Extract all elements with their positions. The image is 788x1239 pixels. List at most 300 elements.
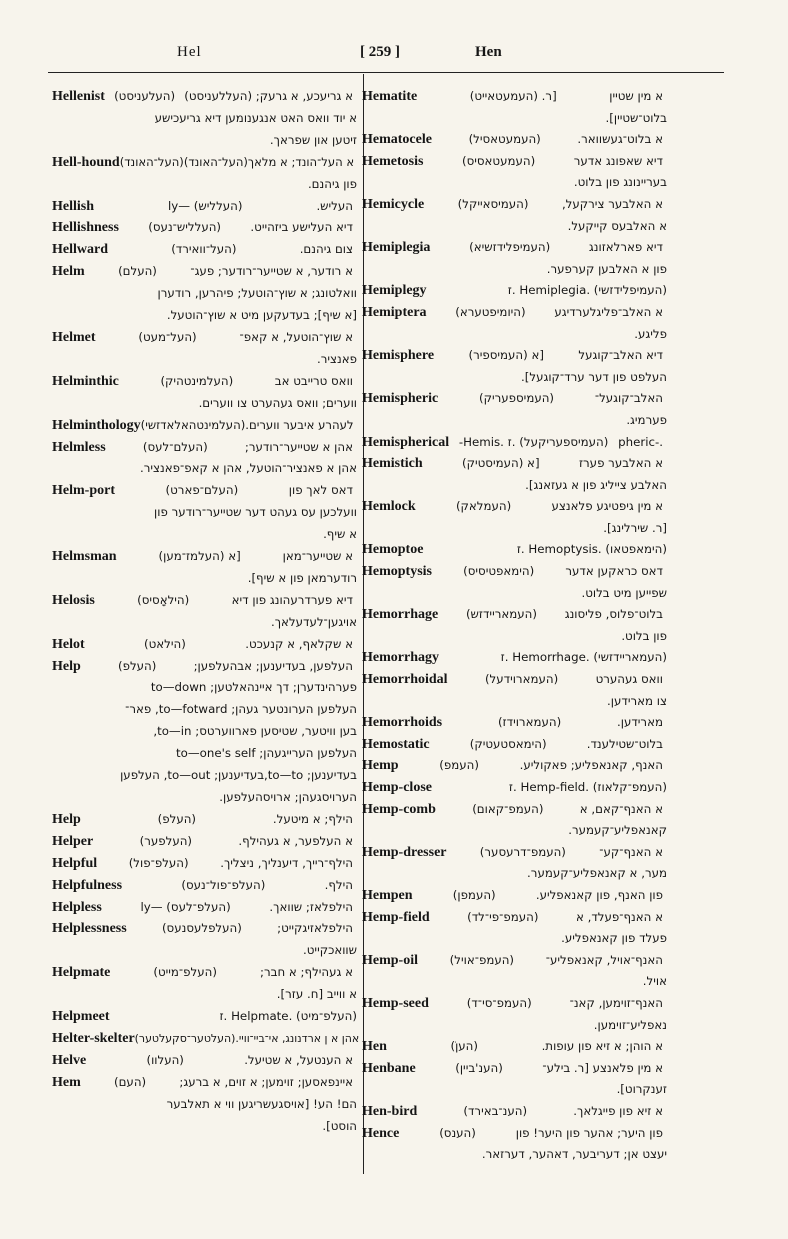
entry-first-line	[362, 539, 667, 561]
entry-pronunciation: (העמארוידז)	[497, 715, 562, 730]
entry-pronunciation: (העמלאק)	[455, 499, 512, 514]
entry-pronunciation: (העלם־לעס)	[142, 439, 208, 454]
entry-first-line	[52, 918, 357, 940]
dictionary-entry	[52, 480, 357, 546]
dictionary-entry	[52, 918, 357, 962]
dictionary-entry	[362, 1036, 667, 1058]
dictionary-entry	[52, 86, 357, 152]
entry-definition: צום גיהנם.	[299, 242, 353, 257]
entry-first-line	[362, 496, 667, 518]
entry-first-line	[52, 196, 357, 218]
entry-pronunciation: (היומיפטערא)	[455, 304, 526, 319]
entry-headword: Henbane	[362, 1060, 416, 1076]
entry-first-line	[362, 388, 667, 410]
entry-pronunciation: (העלפ־פול־נעס)	[181, 877, 266, 892]
dictionary-entry	[362, 734, 667, 756]
entry-definition: האלב־קוגעל־	[594, 391, 663, 406]
dictionary-entry	[362, 432, 667, 454]
entry-pronunciation: (העלעניסט)	[114, 89, 176, 103]
entry-headword: Hemiptera	[362, 304, 427, 320]
entry-headword: Helper	[52, 833, 94, 849]
entry-headword: Hemiplegy	[362, 283, 427, 299]
entry-headword: Hemp	[362, 758, 399, 774]
entry-headword: Hemicycle	[362, 196, 425, 212]
entry-headword: Hemp-field	[362, 909, 430, 925]
entry-definition: העליש.	[316, 198, 353, 213]
entry-definition: האנף־אויל, קאנאפליע־	[545, 952, 663, 967]
entry-definition-continued: א שיף.	[323, 527, 357, 542]
dictionary-entry	[362, 907, 667, 950]
dictionary-entry	[362, 1101, 667, 1123]
entry-first-line	[52, 831, 357, 853]
entry-first-line	[52, 261, 357, 283]
dictionary-entry	[52, 656, 357, 809]
entry-first-line	[52, 853, 357, 875]
entry-first-line	[362, 432, 667, 454]
entry-pronunciation: (העלפ־מיט) .Helpmate .ז	[219, 1009, 357, 1024]
entry-first-line	[362, 194, 667, 216]
entry-definition-continued: מער, א קאנאפליע־קעמער.	[527, 866, 667, 881]
entry-headword: Helmsman	[52, 549, 117, 565]
entry-definition: פון האנף, פון קאנאפליע.	[535, 887, 663, 902]
entry-headword: Helve	[52, 1052, 87, 1068]
entry-first-line	[52, 239, 357, 261]
entry-pronunciation: (העמפ־קלאוז) .Hemp-field .ז	[508, 780, 667, 794]
entry-definition: א האלבער פערז	[578, 456, 663, 471]
entry-definition: א בלוט־געשוואר.	[577, 132, 663, 147]
entry-definition-continued: פערהינדערן; דך איינהאלטען; to—down	[150, 680, 357, 695]
entry-headword: Help	[52, 658, 81, 674]
page-number: [ 259 ]	[360, 44, 400, 60]
entry-first-line	[362, 993, 667, 1015]
entry-pronunciation: (העןֹ)	[450, 1039, 478, 1054]
dictionary-entry	[362, 345, 667, 388]
entry-definition-continued: הוסט].	[322, 1118, 357, 1133]
entry-headword: Helter-skelter	[52, 1030, 135, 1046]
dictionary-entry	[362, 712, 667, 734]
dictionary-entry	[362, 993, 667, 1036]
dictionary-entry	[362, 237, 667, 280]
entry-definition: א רודער, א שטייער־רודער; פעג־	[190, 264, 353, 279]
entry-definition-continued: רודערמאן פון א שיף].	[247, 570, 357, 585]
dictionary-entry	[362, 86, 667, 129]
entry-definition-continued: האלבע צייליג פון א געזאנג].	[525, 477, 667, 492]
entry-definition-continued: אויגען־לעדעלאך.	[270, 614, 357, 629]
entry-definition: א שוץ־הוטעל, א קאפ־	[239, 329, 353, 344]
entry-definition-continued: זיטען און שפראך.	[269, 132, 357, 147]
entry-first-line	[362, 712, 667, 734]
entry-definition-continued: בען וויטער, שטיסען פארווערטס; to—in,	[153, 724, 357, 739]
entry-first-line	[362, 302, 667, 324]
dictionary-entry	[362, 1058, 667, 1101]
entry-headword: Helmet	[52, 329, 96, 345]
header-left-guideword: Hel	[177, 44, 202, 60]
entry-headword: Hemorrhoidal	[362, 672, 448, 688]
entry-headword: Helplessness	[52, 921, 127, 937]
entry-definition: א הוהן; א זיא פון עופות.	[541, 1039, 663, 1054]
dictionary-entry	[52, 261, 357, 327]
dictionary-entry	[52, 217, 357, 239]
entry-definition-continued: בלוט־שטיין].	[605, 110, 667, 125]
entry-definition-continued: [ר. שירלינג].	[603, 520, 667, 535]
entry-first-line	[52, 437, 357, 459]
entry-headword: Hemisphere	[362, 348, 435, 364]
entry-definition: וואס טרייבט אב	[274, 373, 353, 388]
entry-pronunciation: (הימאפטיסיס)	[463, 564, 535, 579]
entry-headword: Hemorrhoids	[362, 715, 443, 731]
entry-pronunciation: (הימאסטעטיק)	[469, 736, 547, 751]
entry-definition-continued: פון גיהנם.	[307, 176, 357, 191]
entry-first-line	[362, 129, 667, 151]
entry-first-line	[52, 962, 357, 984]
entry-definition-continued: א האלבעס קייקעל.	[567, 218, 667, 233]
entry-first-line	[52, 371, 357, 393]
entry-definition: דיא פערדרעהונג פון דיא	[231, 592, 353, 607]
entry-first-line	[362, 151, 667, 173]
entry-pronunciation: [א (העלמז־מען)	[158, 549, 241, 564]
entry-first-line	[362, 280, 667, 302]
entry-definition-continued: שפייען מיט בלוט.	[581, 585, 667, 600]
entry-pronunciation: (העם)	[114, 1074, 147, 1089]
dictionary-entry	[52, 415, 357, 437]
entry-definition: א האלבער צירקעל,	[561, 196, 663, 211]
entry-definition-continued: וואלטונג; א שוץ־הוטעל; פיהרען, רודערן	[157, 286, 357, 301]
entry-pronunciation: (העמיפלידזשיא)	[469, 240, 551, 255]
dictionary-entry	[362, 496, 667, 539]
entry-headword: Helot	[52, 636, 85, 652]
entry-headword: Helmless	[52, 439, 106, 455]
entry-definition-continued: פון א האלבען קערפער.	[546, 261, 667, 276]
entry-headword: Hence	[362, 1125, 400, 1141]
entry-first-line	[52, 656, 357, 678]
entry-definition: פון היער; אהער פון היער! פון	[515, 1125, 663, 1140]
entry-definition: א געהילף; א חבר;	[260, 965, 353, 980]
dictionary-entry	[362, 950, 667, 993]
entry-definition: דיא האלב־קוגעל	[578, 348, 663, 363]
dictionary-entry	[52, 853, 357, 875]
dictionary-entry	[52, 1028, 360, 1050]
entry-pronunciation: (העמאריידזש)	[465, 607, 537, 622]
dictionary-entry	[362, 777, 667, 799]
entry-first-line	[52, 1028, 360, 1050]
entry-first-line	[362, 950, 667, 972]
entry-headword: Hen	[362, 1039, 387, 1055]
entry-pronunciation: (העמיסאייקל)	[457, 196, 529, 211]
entry-definition-continued: קאנאפליע־קעמער.	[568, 823, 667, 838]
entry-definition: א האלב־פליגלערדיגע	[554, 304, 663, 319]
entry-definition-continued: בעריינונג פון בלוט.	[573, 175, 667, 190]
entry-definition-continued: אויל.	[642, 974, 667, 989]
entry-headword: Hemp-close	[362, 780, 432, 795]
right-column	[362, 86, 667, 1166]
entry-pronunciation: (העמארוידעל)	[484, 672, 559, 687]
entry-definition: א האנף־קאם, א	[579, 801, 663, 816]
dictionary-entry	[52, 809, 357, 831]
dictionary-entry	[52, 327, 357, 371]
entry-pronunciation: (העלפלעסנעס)	[161, 921, 242, 936]
dictionary-entry	[52, 897, 357, 919]
entry-pronunciation: (העמפ)	[439, 758, 479, 773]
entry-definition-continued: אהן א פאנציר־הוטעל, אהן א קאפ־פאנציר.	[140, 461, 357, 476]
entry-headword: Helpmeet	[52, 1009, 110, 1025]
entry-definition: א האנף־פעלד, א	[575, 909, 663, 924]
entry-pronunciation: (העלליש) —ly	[167, 198, 243, 213]
entry-definition-continued: העלפען הערייגעהן; to—one's self	[175, 746, 357, 761]
dictionary-entry	[52, 962, 357, 1006]
entry-pronunciation: (העלם־פארט)	[165, 483, 239, 498]
entry-pronunciation: (העמפ־סי־ד)	[466, 995, 532, 1010]
entry-first-line	[52, 590, 357, 612]
dictionary-entry	[362, 799, 667, 842]
dictionary-entry	[362, 885, 667, 907]
dictionary-entry	[52, 590, 357, 634]
entry-pronunciation: [א (העמיסטיק)	[462, 456, 540, 471]
dictionary-entry	[52, 1050, 357, 1072]
dictionary-entry	[362, 604, 667, 647]
entry-pronunciation: (העמיספעריק)	[479, 391, 555, 406]
entry-definition: הילף.	[324, 877, 353, 892]
entry-definition: אהן א שטייער־רודער;	[244, 439, 353, 454]
header-right-guideword: Hen	[475, 44, 502, 60]
dictionary-entry	[52, 152, 357, 196]
entry-pronunciation: (העל־וואירד)	[171, 242, 237, 257]
dictionary-entry	[52, 437, 357, 481]
entry-pronunciation: (העמפ־קאום)	[472, 801, 544, 816]
entry-definition: האנף־זוימען, קאנ־	[569, 995, 663, 1010]
entry-definition: דיא העלישע ביזהייט.	[250, 220, 353, 235]
entry-definition-continued: שוואכקייט.	[303, 943, 357, 958]
dictionary-entry	[362, 151, 667, 194]
entry-first-line	[52, 897, 357, 919]
entry-first-line	[52, 415, 357, 437]
entry-definition: בלוט־פלוס, פליסונג	[564, 607, 663, 622]
entry-definition-continued: העלפט פון דער ערד־קוגעל].	[521, 369, 667, 384]
entry-first-line	[52, 546, 357, 568]
entry-pronunciation: (העמעטאסיס)	[462, 153, 536, 168]
entry-definition-continued: הם! הע! [אויסגעשריגען ווי א תאלבער	[166, 1096, 357, 1111]
entry-first-line	[362, 885, 667, 907]
entry-headword: Helm-port	[52, 483, 115, 499]
entry-first-line	[362, 842, 667, 864]
entry-headword: Hemostatic	[362, 736, 430, 752]
entry-pronunciation: (העלפ)	[117, 658, 157, 673]
entry-definition: הילף; א מיטעל.	[272, 811, 353, 826]
left-column	[52, 86, 360, 1138]
entry-pronunciation: (העלליש־נעס)	[148, 220, 222, 235]
entry-definition: הילפלאז; שוואך.	[269, 899, 353, 914]
entry-pronunciation: (העמאריידזשי) .Hemorrhage .ז	[500, 650, 667, 665]
dictionary-entry	[362, 647, 667, 669]
entry-headword: Hemp-seed	[362, 995, 429, 1011]
entry-first-line	[52, 152, 357, 174]
entry-headword: Hemetosis	[362, 153, 424, 169]
dictionary-entry	[52, 546, 357, 590]
entry-headword: Hemlock	[362, 499, 416, 515]
entry-headword: Hemoptoe	[362, 542, 424, 558]
entry-pronunciation: (הימאפטאו) .Hemoptysis .ז	[516, 542, 667, 557]
entry-first-line	[52, 809, 357, 831]
entry-headword: Helminthology	[52, 417, 141, 433]
entry-pronunciation: (העלם)	[118, 264, 157, 279]
entry-pronunciation: (הילאָסיס)	[137, 592, 190, 607]
entry-first-line	[362, 755, 667, 777]
entry-pronunciation: (העמיפלידזשי) .Hemiplegia .ז	[507, 283, 667, 298]
entry-first-line	[362, 734, 667, 756]
entry-headword: Hellward	[52, 242, 108, 258]
entry-headword: Helpful	[52, 855, 98, 871]
entry-first-line	[52, 634, 357, 656]
header-rule	[48, 72, 724, 73]
entry-pronunciation: (העמפ־אויל)	[449, 952, 515, 967]
entry-definition-continued: פליגע.	[634, 326, 667, 341]
entry-headword: Hemoptysis	[362, 564, 432, 580]
entry-first-line	[52, 327, 357, 349]
entry-definition: א מין גיפטיגע פלאנצע	[551, 499, 663, 514]
entry-headword: Hematocele	[362, 132, 432, 148]
dictionary-entry	[52, 196, 357, 218]
entry-definition: א זיא פון פייגלאך.	[573, 1103, 663, 1118]
entry-definition: דאס לאך פון	[288, 483, 353, 498]
entry-pronunciation: (הענ־באירד)	[463, 1103, 528, 1118]
entry-pronunciation: (העלמינטהיק)	[160, 373, 234, 388]
entry-pronunciation: (הענס)	[439, 1125, 476, 1140]
entry-pronunciation: (העמפ־דרעסער)	[479, 844, 566, 859]
entry-definition-continued: וועלכען עס געהט דער שטייער־רודער פון	[154, 505, 357, 520]
dictionary-entry	[362, 302, 667, 345]
entry-first-line	[52, 1050, 357, 1072]
dictionary-entry	[362, 453, 667, 496]
entry-headword: Hempen	[362, 887, 413, 903]
entry-definition: א מין שטיין	[609, 89, 663, 103]
entry-definition: א העלפער, א געהילף.	[238, 833, 353, 848]
entry-definition-continued: הערויסגעהן; ארויסהעלפען.	[219, 790, 357, 804]
entry-first-line	[362, 907, 667, 929]
entry-headword: Helosis	[52, 592, 95, 608]
entry-definition: איינפאסען; זוימען; א זוים, א ברעג;	[179, 1074, 353, 1089]
entry-pronunciation: (העלמינטהאלאדזשי)	[140, 417, 246, 432]
entry-first-line	[362, 561, 667, 583]
entry-headword: Hellishness	[52, 220, 119, 236]
entry-definition: א שטייער־מאן	[282, 549, 353, 564]
dictionary-entry	[52, 875, 357, 897]
entry-pronunciation: [א (העמיספיר)	[468, 348, 544, 363]
entry-first-line	[362, 86, 667, 108]
entry-first-line	[362, 669, 667, 691]
entry-definition: א הענטעל, א שטיעל.	[244, 1052, 353, 1067]
dictionary-entry	[362, 842, 667, 885]
entry-pronunciation: (הענ'ביין)	[455, 1060, 503, 1075]
dictionary-entry	[362, 280, 667, 302]
entry-definition: א גריעכע, א גרעק; (העללעניסט)	[184, 89, 353, 103]
entry-pronunciation: (העל־מעט)	[138, 329, 197, 344]
entry-pronunciation: (העלפ)	[157, 811, 197, 826]
entry-headword: Hellenist	[52, 89, 105, 104]
entry-definition-continued: [א שיף]; בעדעקען מיט א שוץ־הוטעל.	[166, 308, 357, 323]
entry-pronunciation: (העלפ־מייט)	[153, 965, 217, 980]
entry-first-line	[362, 604, 667, 626]
dictionary-entry	[362, 388, 667, 431]
entry-definition: א האנף־קע־	[599, 844, 663, 859]
entry-definition-continued: ווערים; וואס געהערט צו ווערים.	[198, 395, 357, 410]
entry-pronunciation: (העמעטאסיל)	[468, 132, 541, 147]
entry-definition-continued: פון בלוט.	[621, 628, 667, 643]
entry-first-line	[362, 453, 667, 475]
entry-headword: Hemp-comb	[362, 801, 436, 817]
dictionary-entry	[52, 634, 357, 656]
entry-definition-continued: בעדיענען; to—to,בעדיענען; to—out, העלפען	[120, 768, 357, 783]
dictionary-entry	[362, 755, 667, 777]
entry-definition-continued: נאפליע־זוימען.	[593, 1017, 667, 1032]
entry-headword: Hemistich	[362, 456, 423, 472]
entry-definition-continued: העלפען הערונטער געהן; to—fotward, פאר־	[125, 702, 357, 717]
entry-definition: אהן א ן ארדנונג, אי־ביי־וויי.	[235, 1031, 360, 1045]
entry-first-line	[52, 875, 357, 897]
entry-first-line	[362, 1058, 667, 1080]
entry-first-line	[362, 777, 667, 799]
entry-definition-continued: פאנציר.	[316, 351, 357, 366]
entry-headword: Hemp-dresser	[362, 844, 447, 860]
entry-pronunciation: (העלוו)	[146, 1052, 184, 1067]
dictionary-entry	[362, 561, 667, 604]
entry-first-line	[362, 1123, 667, 1145]
entry-headword: Helm	[52, 264, 85, 280]
entry-pronunciation: (העלפ־לעס) —ly	[140, 899, 231, 914]
entry-pronunciation: (העלפ־פול)	[128, 855, 189, 870]
entry-first-line	[362, 1101, 667, 1123]
entry-headword: Helminthic	[52, 373, 119, 389]
entry-first-line	[362, 1036, 667, 1058]
entry-first-line	[52, 217, 357, 239]
entry-definition: הילף־רייך, דיענליך, ניצליך.	[220, 855, 353, 870]
entry-pronunciation: (הילאט)	[144, 636, 186, 651]
entry-first-line	[362, 345, 667, 367]
entry-definition: דיא שאפונג אדער	[573, 153, 663, 168]
dictionary-entry	[362, 129, 667, 151]
dictionary-entry	[362, 1123, 667, 1166]
entry-headword: Hemp-oil	[362, 952, 418, 968]
entry-headword: Hemorrhagy	[362, 650, 439, 666]
entry-headword: Hen-bird	[362, 1103, 418, 1119]
entry-definition: מארידען.	[617, 715, 663, 730]
dictionary-entry	[52, 1006, 357, 1028]
entry-definition-continued: יעצט אן; דעריבער, דאהער, דערזאר.	[481, 1147, 667, 1162]
page-header	[55, 44, 745, 66]
entry-headword: Helpmate	[52, 965, 111, 981]
entry-pronunciation: (העלטער־סקעלטער)	[134, 1031, 236, 1045]
dictionary-entry	[362, 194, 667, 237]
dictionary-entry	[52, 831, 357, 853]
entry-headword: Hell-hound	[52, 154, 120, 170]
entry-first-line	[52, 1006, 357, 1028]
entry-first-line	[362, 647, 667, 669]
entry-definition-continued: פעלד פון קאנאפליע.	[561, 931, 667, 946]
entry-headword: Hemorrhage	[362, 607, 439, 623]
entry-pronunciation: (העמפ־פי־לד)	[467, 909, 539, 924]
entry-definition: וואס געהערט	[595, 672, 663, 687]
entry-definition: א שקלאף, א קנעכט.	[245, 636, 353, 651]
entry-first-line	[52, 480, 357, 502]
entry-headword: Hemispheric	[362, 391, 439, 407]
entry-definition: .-pheric	[618, 434, 663, 449]
entry-pronunciation: (העמפן)	[452, 887, 496, 902]
entry-headword: Help	[52, 811, 81, 827]
entry-definition-continued: פערמיג.	[626, 412, 667, 427]
dictionary-entry	[52, 239, 357, 261]
entry-pronunciation: (העלפער)	[139, 833, 193, 848]
entry-definition-continued: צו מארידען.	[607, 693, 667, 708]
entry-definition: א מין פלאנצע [ר. בילע־	[542, 1060, 663, 1075]
dictionary-entry	[362, 669, 667, 712]
